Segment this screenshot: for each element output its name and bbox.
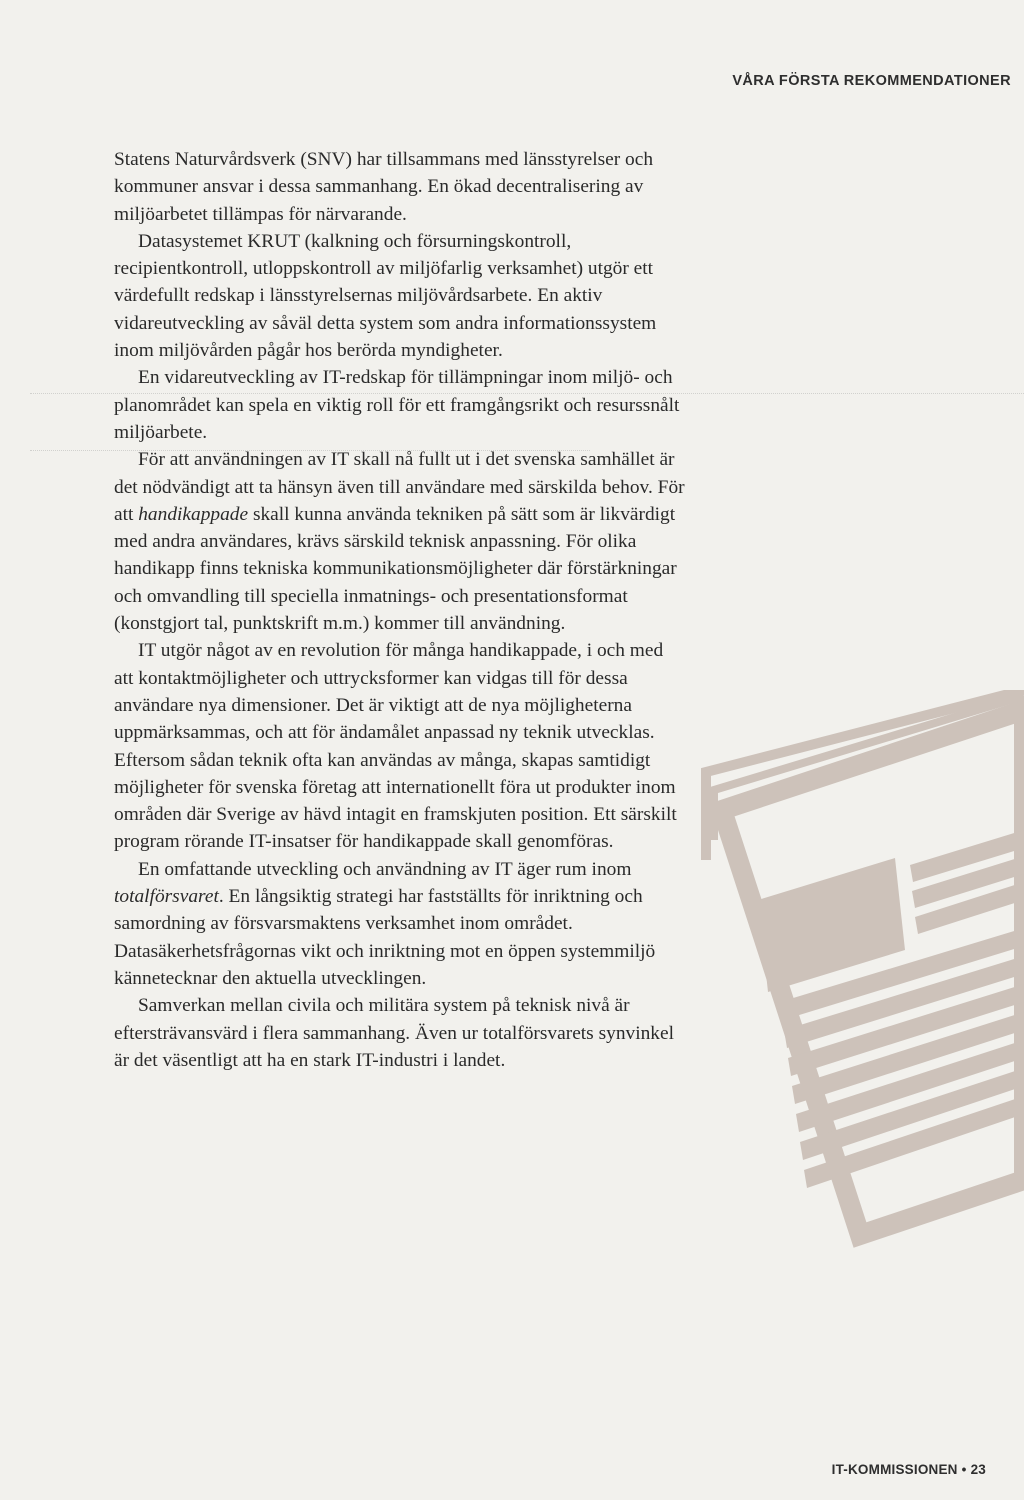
- page-number: 23: [970, 1462, 986, 1477]
- paragraph-text: För att användningen av IT skall nå fullt ut i det svenska samhället är det nödvändigt att ta hänsyn även till användare med särskilda behov. För att: [114, 449, 685, 525]
- publisher-name: IT-KOMMISSIONEN: [831, 1462, 958, 1477]
- paragraph: IT utgör något av en revolution för många handikappade, i och med att kontaktmöjligheter och uttrycksformer kan vidgas till för dessa användare nya dimensioner. Det är viktigt att de nya möjligheterna uppmärksammas, och att för ändamålet anpassad ny teknik utvecklas. Eftersom sådan teknik ofta kan användas av många, skapas samtidigt möjligheter för svenska företag att internationellt föra ut produkter inom områden där Sverige av hävd intagit en framskjuten position. Ett särskilt program rörande IT-insatser för handikappade skall genomföras.: [114, 640, 677, 853]
- footer-separator: •: [961, 1462, 967, 1477]
- page-footer: [832, 1462, 986, 1477]
- paragraph: [114, 446, 686, 637]
- paragraph-text: En omfattande utveckling och användning av IT äger rum inom: [138, 858, 632, 880]
- paragraph: En vidareutveckling av IT-redskap för tillämpningar inom miljö- och planområdet kan spela en viktig roll för ett framgångsrikt och resurssnålt miljöarbete.: [114, 367, 680, 443]
- paragraph-text: . En långsiktig strategi har fastställts för inriktning och samordning av försvarsmaktens verksamhet inom området. Datasäkerhetsfrågornas vikt och inriktning mot en öppen systemmiljö kännetecknar den aktuella utvecklingen.: [114, 886, 656, 989]
- paragraph: Statens Naturvårdsverk (SNV) har tillsammans med länsstyrelser och kommuner ansvar i dessa sammanhang. En ökad decentralisering av miljöarbetet tillämpas för närvarande.: [114, 149, 654, 225]
- paragraph-text: skall kunna använda tekniken på sätt som är likvärdigt med andra användares, krävs särskild teknisk anpassning. För olika handikapp finns tekniska kommunikationsmöjligheter där förstärkningar och omvandling till speciella inmatnings- och presentationsformat (konstgjort tal, punktskrift m.m.) kommer till användning.: [114, 503, 677, 635]
- paragraph: [114, 856, 686, 992]
- emphasis-text: totalförsvaret: [114, 886, 219, 908]
- section-title: VÅRA FÖRSTA REKOMMENDATIONER: [732, 73, 1011, 89]
- emphasis-text: handikappade: [138, 503, 249, 525]
- paragraph: Samverkan mellan civila och militära system på teknisk nivå är eftersträvansvärd i flera sammanhang. Även ur totalförsvarets synvinkel är det väsentligt att ha en stark IT-industri i landet.: [114, 995, 674, 1071]
- body-text: [114, 146, 686, 1074]
- paragraph: Datasystemet KRUT (kalkning och försurningskontroll, recipientkontroll, utloppskontroll av miljöfarlig verksamhet) utgör ett värdefullt redskap i länsstyrelsernas miljövårdsarbete. En aktiv vidareutveckling av såväl detta system som andra informationssystem inom miljövården pågår hos berörda myndigheter.: [114, 230, 657, 362]
- newspaper-icon: [700, 690, 1024, 1250]
